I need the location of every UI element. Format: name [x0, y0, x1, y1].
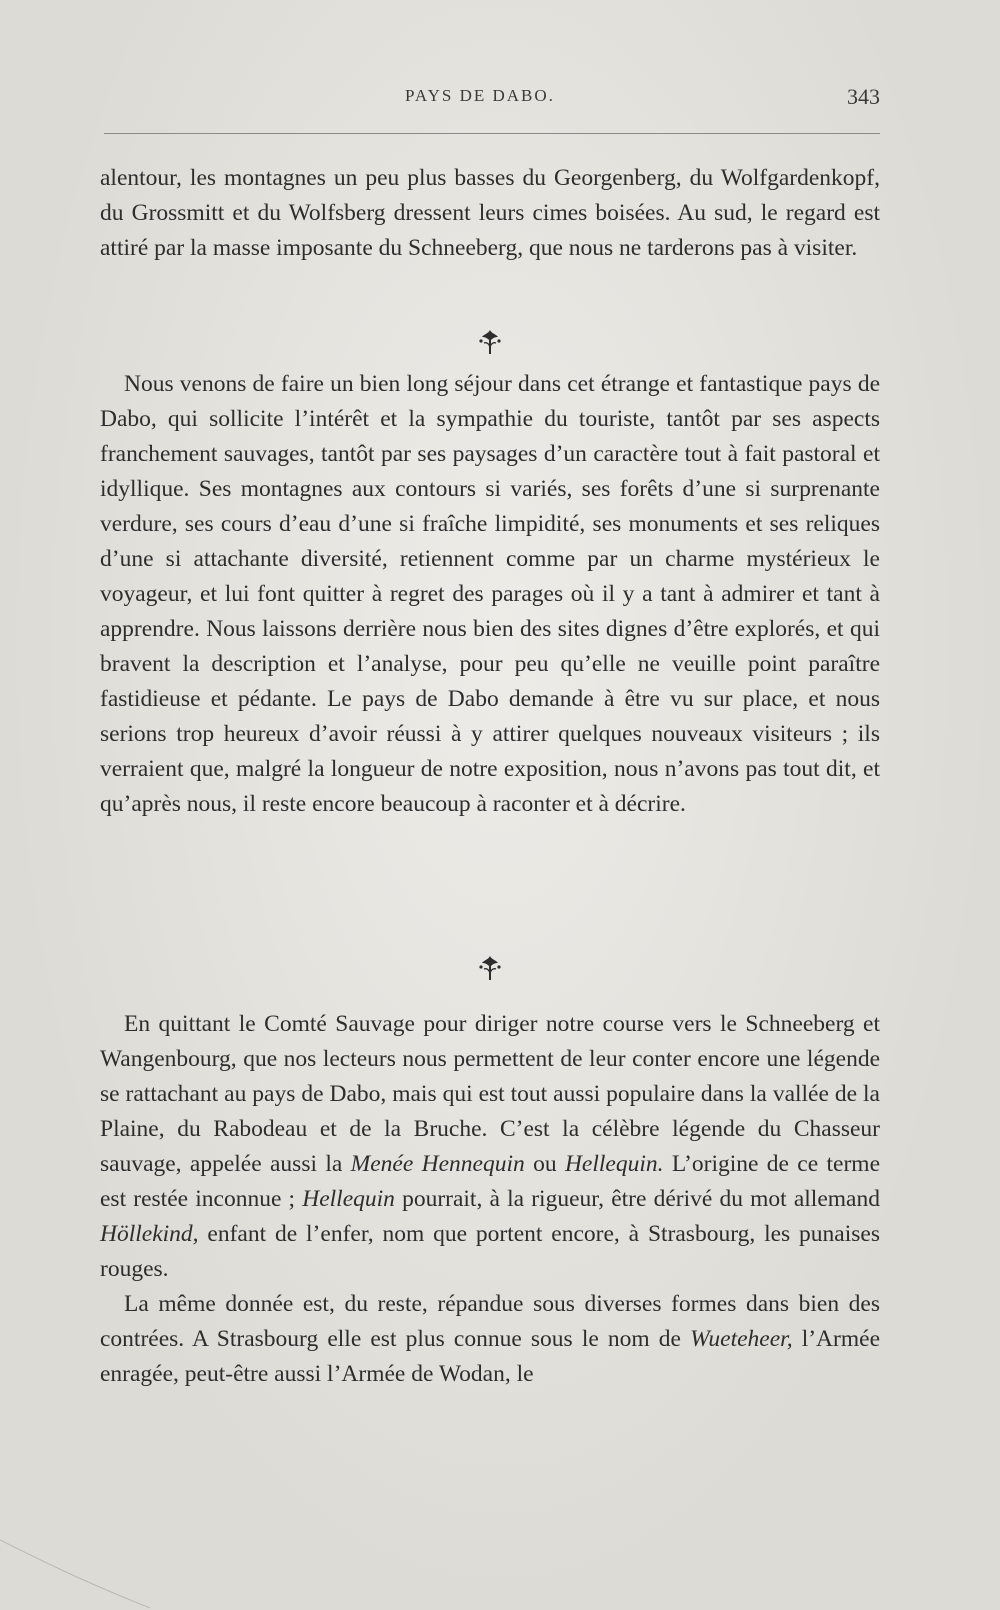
paragraph-3: [100, 1007, 880, 1392]
paragraph-3-italic2: Hellequin.: [564, 1151, 664, 1177]
paragraph-3-part1: En quittant le Comté Sauvage pour diriger notre course vers le Schneeberg et Wangenbourg, que nos lecteurs nous permettent de leur conter encore une légende se rattachant au pays de Dabo, mais qui est tout aussi populaire dans la vallée de la Plaine, du Rabodeau et de la Bruche. C’est la célèbre légende du Chasseur sauvage, appelée aussi la: [100, 1011, 880, 1177]
fleuron-icon: [478, 954, 502, 982]
paper-scratch-mark: [0, 1520, 160, 1610]
page-number: 343: [847, 84, 880, 109]
paragraph-4-text: [100, 1287, 880, 1392]
page-header: [100, 86, 880, 114]
paragraph-3-text: [100, 1007, 880, 1287]
paragraph-4-part1: La même donnée est, du reste, répandue sous diverses formes dans bien des contrées. A Strasbourg elle est plus connue sous le nom de: [100, 1291, 880, 1352]
running-title: PAYS DE DABO.: [405, 86, 555, 105]
paragraph-3-italic4: Höllekind,: [100, 1221, 199, 1247]
paragraph-3-part2: ou: [524, 1151, 565, 1177]
paragraph-2: [100, 367, 880, 822]
paragraph-3-part5: enfant de l’enfer, nom que portent encore, à Strasbourg, les punaises rouges.: [100, 1221, 880, 1282]
paragraph-1-text: alentour, les montagnes un peu plus basses du Georgenberg, du Wolfgardenkopf, du Grossmitt et du Wolfsberg dressent leurs cimes boisées. Au sud, le regard est attiré par la masse imposante du Schneeberg, que nous ne tarderons pas à visiter.: [100, 165, 880, 261]
paragraph-1: [100, 161, 880, 266]
paragraph-4-italic1: Wueteheer,: [690, 1326, 793, 1352]
paragraph-3-part4: pourrait, à la rigueur, être dérivé du mot allemand: [394, 1186, 880, 1212]
paragraph-4-part2: l’Armée enragée, peut-être aussi l’Armée de Wodan, le: [100, 1326, 880, 1387]
paragraph-3-italic3: Hellequin: [302, 1186, 395, 1212]
header-rule: [104, 133, 880, 134]
fleuron-icon: [478, 328, 502, 356]
paragraph-3-part3: L’origine de ce terme est restée inconnue ;: [100, 1151, 881, 1212]
paragraph-2-text: Nous venons de faire un bien long séjour dans cet étrange et fantastique pays de Dabo, qui sollicite l’intérêt et la sympathie du touriste, tantôt par ses aspects franchement sauvages, tantôt par ses paysages d’un caractère tout à fait pastoral et idyllique. Ses montagnes aux contours si variés, ses forêts d’une si surprenante verdure, ses cours d’eau d’une si fraîche limpidité, ses monuments et ses reliques d’une si attachante diversité, retiennent comme par un charme mystérieux le voyageur, et lui font quitter à regret des parages où il y a tant à admirer et tant à apprendre. Nous laissons derrière nous bien des sites dignes d’être explorés, et qui bravent la description et l’analyse, pour peu qu’elle ne veuille point paraître fastidieuse et pédante. Le pays de Dabo demande à être vu sur place, et nous serions trop heureux d’avoir réussi à y attirer quelques nouveaux visiteurs ; ils verraient que, malgré la longueur de notre exposition, nous n’avons pas tout dit, et qu’après nous, il reste encore beaucoup à raconter et à décrire.: [100, 371, 880, 817]
paragraph-3-italic1: Menée Hennequin: [350, 1151, 525, 1177]
